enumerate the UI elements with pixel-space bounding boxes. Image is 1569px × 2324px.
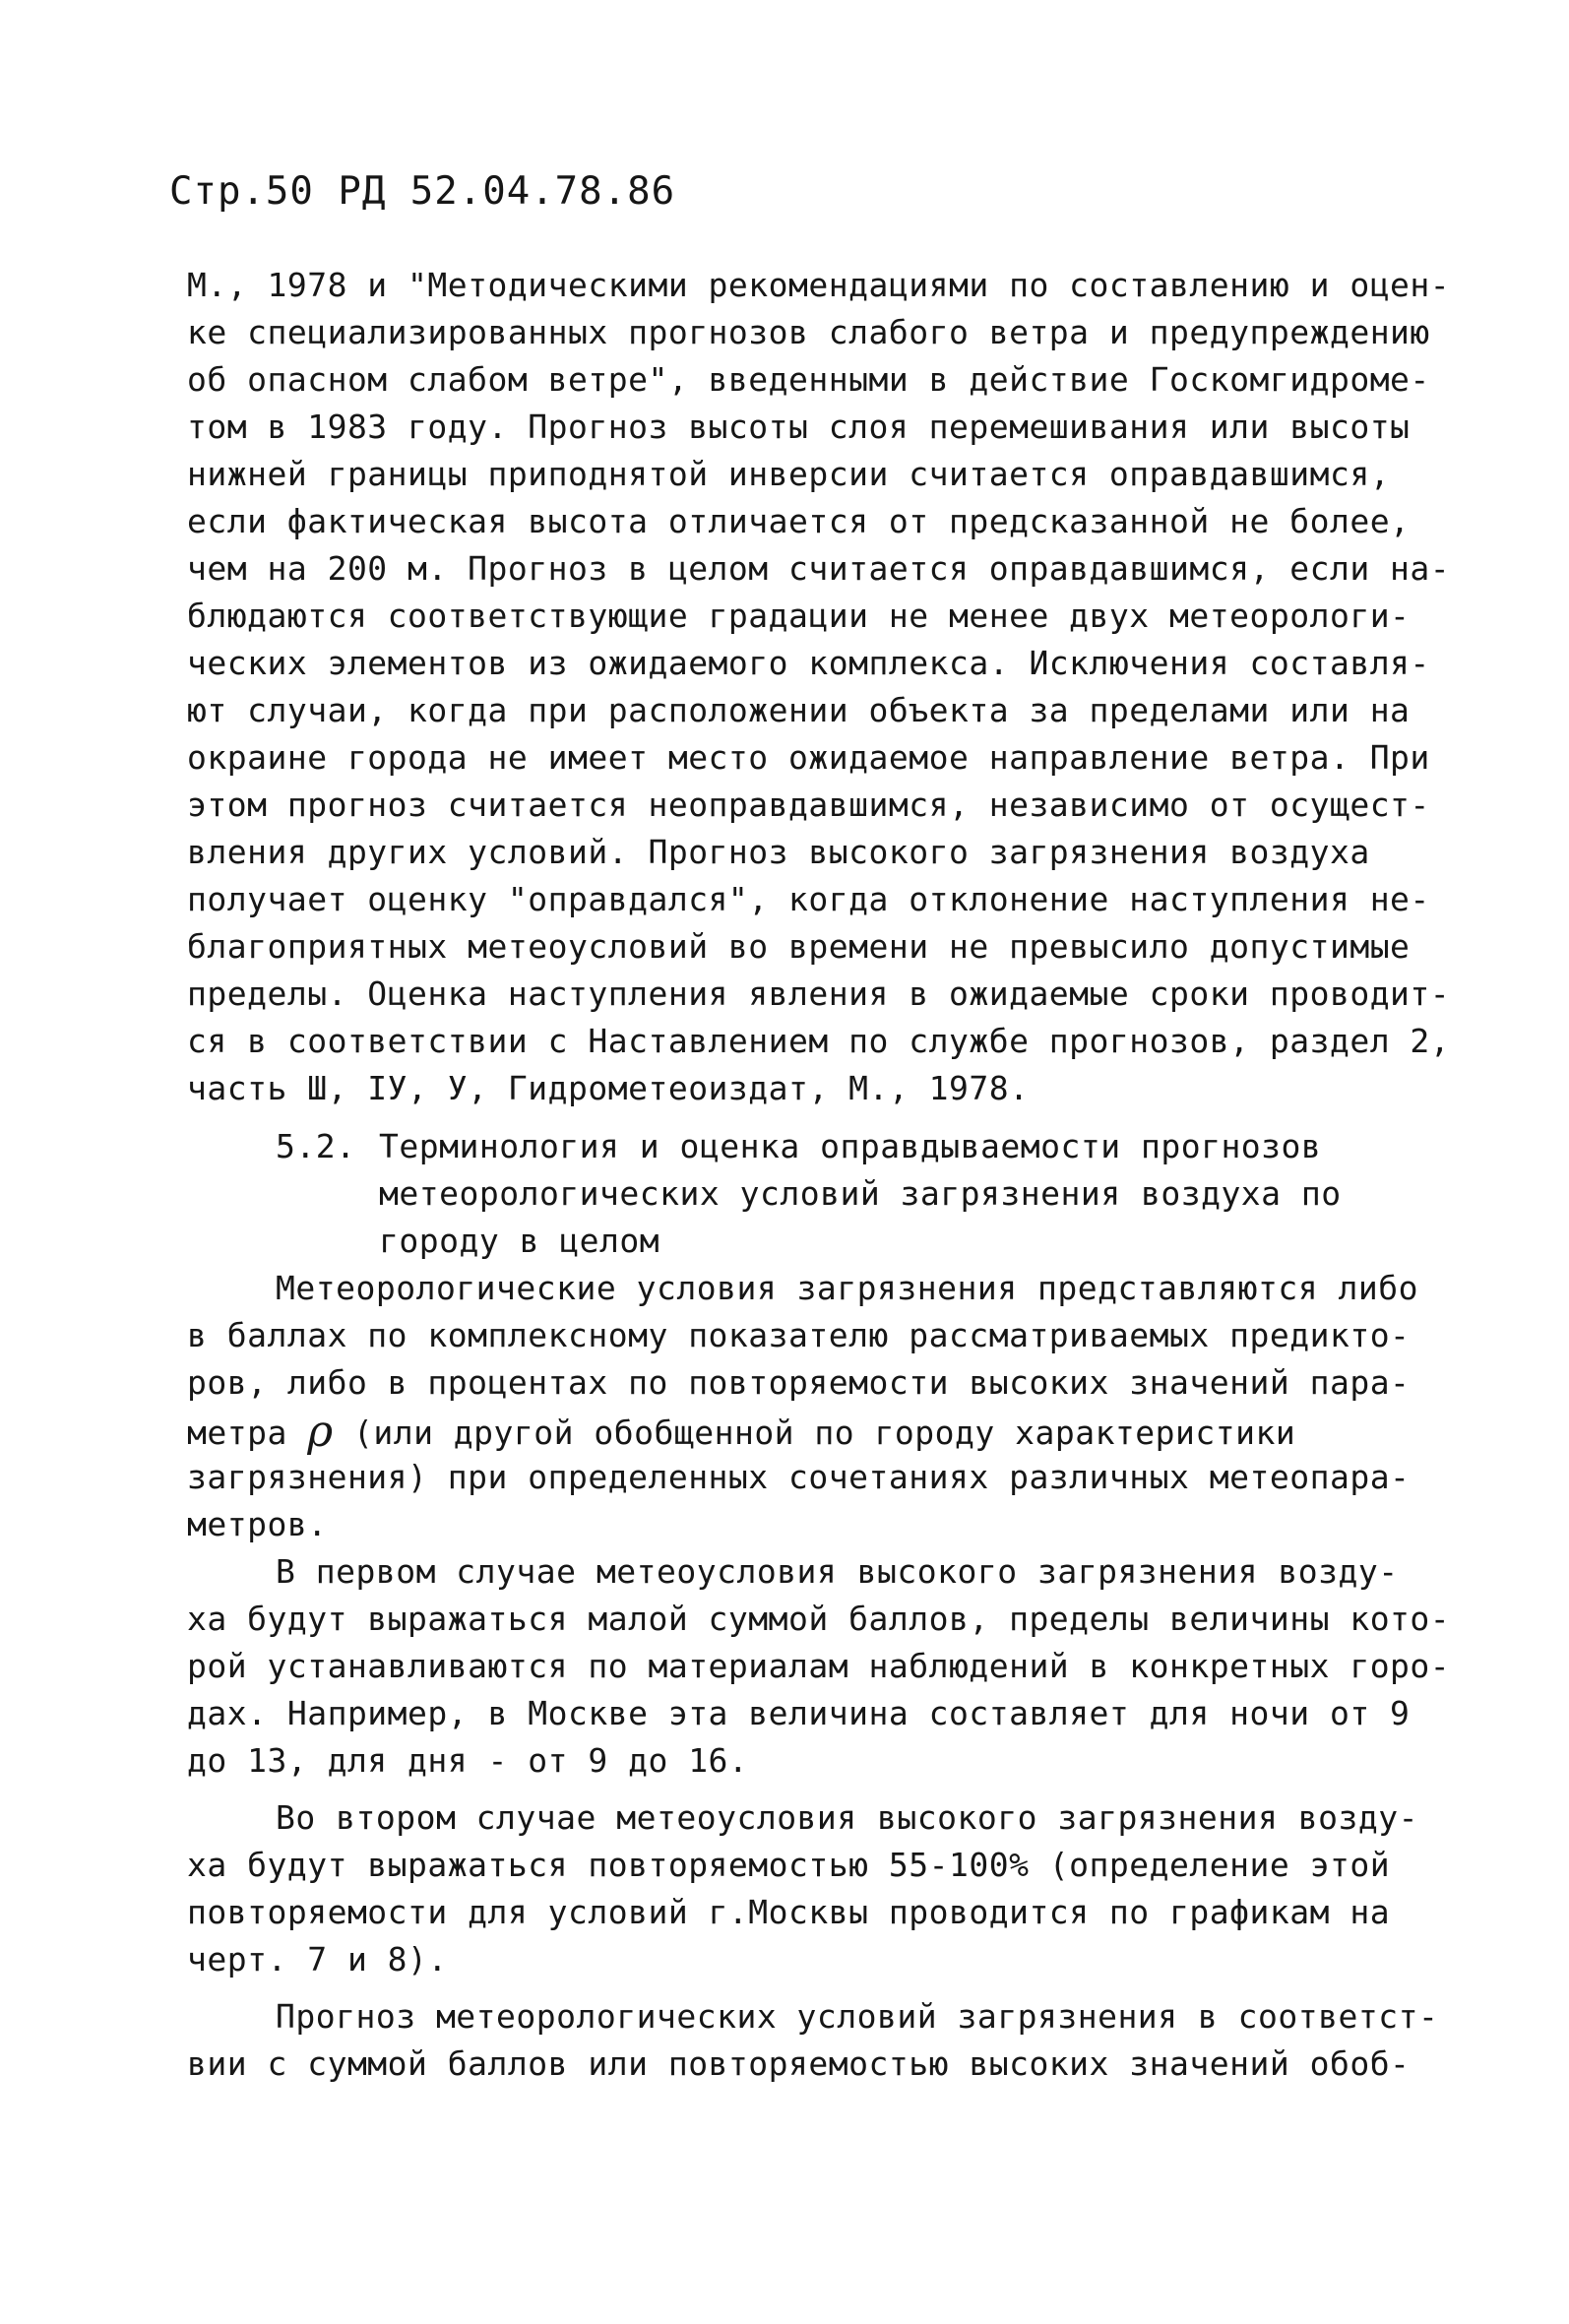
text-line: окраине города не имеет место ожидаемое направление ветра. При [187,738,1430,777]
text-line: до 13, для дня - от 9 до 16. [187,1741,749,1780]
text-line: ческих элементов из ожидаемого комплекса. Исключения составля- [187,644,1430,682]
text-segment: метра [187,1413,308,1452]
text-line: Во втором случае метеоусловия высокого загрязнения возду- [276,1798,1418,1837]
text-line [187,1407,1408,1457]
text-line: метров. [187,1505,328,1543]
text-line: часть Ш, IУ, У, Гидрометеоиздат, М., 1978. [187,1069,1030,1107]
text-line: об опасном слабом ветре", введенными в действие Госкомгидроме- [187,360,1430,399]
text-line: загрязнения) при определенных сочетаниях различных метеопара- [187,1458,1411,1496]
text-line: ке специализированных прогнозов слабого ветра и предупреждению [187,313,1430,351]
text-line: благоприятных метеоусловий во времени не превысило допустимые [187,927,1411,966]
text-line: блюдаются соответствующие градации не менее двух метеорологи- [187,597,1411,635]
text-line: дах. Например, в Москве эта величина составляет для ночи от 9 [187,1694,1411,1732]
section-title-line: Терминология и оценка оправдываемости прогнозов [379,1127,1322,1165]
text-line: если фактическая высота отличается от предсказанной не более, [187,502,1411,540]
text-line: В первом случае метеоусловия высокого загрязнения возду- [276,1552,1399,1591]
page-header: Стр.50 РД 52.04.78.86 [169,169,676,214]
text-line: получает оценку "оправдался", когда отклонение наступления не- [187,880,1430,918]
text-line: нижней границы приподнятой инверсии считается оправдавшимся, [187,455,1391,493]
text-line: вления других условий. Прогноз высокого загрязнения воздуха [187,833,1370,871]
rho-symbol: ρ [307,1407,334,1457]
text-line: ха будут выражаться малой суммой баллов, пределы величины кото- [187,1600,1451,1638]
section-title-line: метеорологических условий загрязнения воздуха по [379,1174,1342,1213]
text-line: черт. 7 и 8). [187,1940,448,1979]
section-title-line: городу в целом [379,1222,660,1260]
text-line: ха будут выражаться повторяемостью 55-100% (определение этой [187,1846,1391,1884]
text-line: ров, либо в процентах по повторяемости высоких значений пара- [187,1363,1411,1402]
text-line: повторяемости для условий г.Москвы проводится по графикам на [187,1893,1391,1931]
section-number: 5.2. [276,1127,356,1165]
text-line: чем на 200 м. Прогноз в целом считается оправдавшимся, если на- [187,549,1451,588]
text-line: Метеорологические условия загрязнения представляются либо [276,1269,1418,1307]
text-line: рой устанавливаются по материалам наблюдений в конкретных горо- [187,1647,1451,1685]
text-line: том в 1983 году. Прогноз высоты слоя перемешивания или высоты [187,408,1411,446]
text-line: пределы. Оценка наступления явления в ожидаемые сроки проводит- [187,974,1451,1013]
text-line: вии с суммой баллов или повторяемостью высоких значений обоб- [187,2044,1411,2083]
text-line: М., 1978 и "Методическими рекомендациями по составлению и оцен- [187,266,1451,304]
text-segment: (или другой обобщенной по городу характеристики [333,1413,1296,1452]
text-line: этом прогноз считается неоправдавшимся, независимо от осущест- [187,785,1430,824]
text-line: ся в соответствии с Наставлением по службе прогнозов, раздел 2, [187,1022,1451,1060]
text-line: Прогноз метеорологических условий загрязнения в соответст- [276,1997,1439,2036]
text-line: в баллах по комплексному показателю рассматриваемых предикто- [187,1316,1411,1354]
text-line: ют случаи, когда при расположении объекта за пределами или на [187,691,1411,729]
